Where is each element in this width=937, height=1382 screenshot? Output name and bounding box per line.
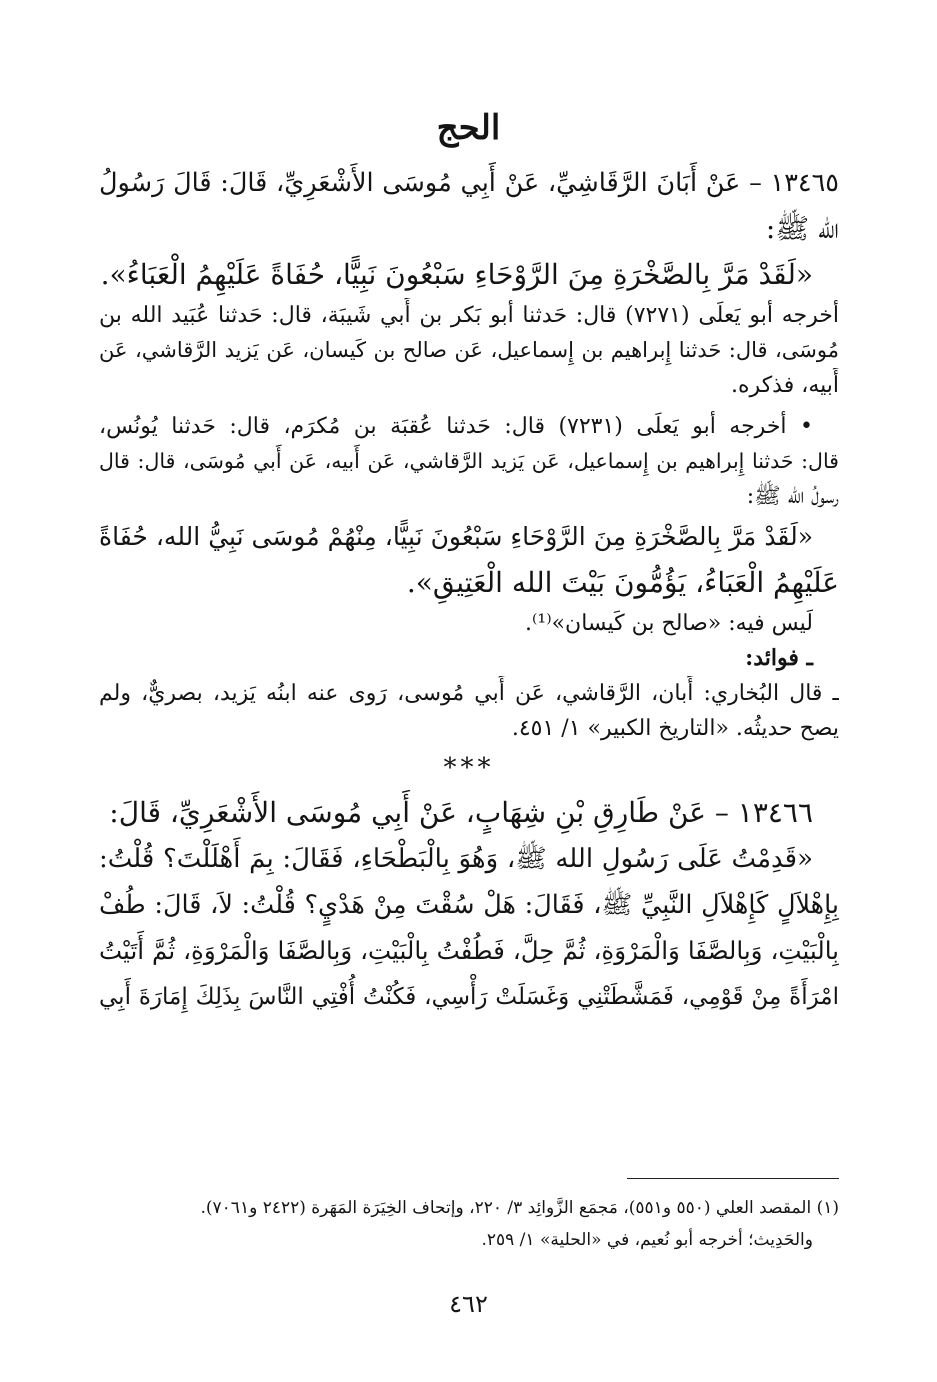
source-line: أَبيه، فذكره. — [731, 373, 839, 398]
hadith-13465-line-1: ١٣٤٦٥ – عَنْ أَبَانَ الرَّقَاشِيِّ، عَنْ أَبِي مُوسَى الأَشْعَرِيِّ، قَالَ: قَالَ رَسُولُ — [99, 168, 839, 198]
source-line: أخرجه أبو يَعلَى (٧٢٧١) قال: حَدثنا أبو بَكر بن أَبي شَيبَة، قال: حَدثنا عُبَيد الله بن — [99, 303, 839, 328]
hadith-variant-line: عَلَيْهِمُ الْعَبَاءُ، يَؤُمُّونَ بَيْتَ الله الْعَتِيقِ». — [406, 566, 839, 599]
variant-note: لَيس فيه: «صالح بن كَيسان»⁽¹⁾. — [524, 611, 813, 636]
page-number: ٤٦٢ — [449, 1290, 488, 1318]
page-body — [99, 160, 839, 1020]
benefit-line: ـ قال البُخاري: أَبان، الرَّقاشي، عَن أَبي مُوسى، رَوى عنه ابنُه يَزيد، بصريٌّ، ولم — [99, 681, 839, 706]
footnote-line: (١) المقصد العلي (٥٥٠ و٥٥١)، مَجمَع الزَّوائِد ٣/ ٢٢٠، وإتحاف الخِيَرَة المَهَرة (٢٤٢٢ و٧٠٦١). — [200, 1198, 839, 1218]
section-separator: *** — [443, 753, 495, 783]
footnote-line: والحَدِيث؛ أخرجه أبو نُعيم، في «الحلية» ١/ ٢٥٩. — [481, 1230, 813, 1250]
benefit-line: يصح حديثُه. «التاريخ الكبير» ١/ ٤٥١. — [511, 716, 839, 741]
source-line: قال: حَدثنا إِبراهيم بن إِسماعيل، عَن يَزيد الرَّقاشي، عَن أَبيه، عَن أَبي مُوسَى، قال: قال — [99, 449, 839, 473]
hadith-13465-line-2: الله ﷺ: — [765, 212, 839, 245]
footnotes — [99, 1192, 839, 1256]
hadith-13466-text-line: بِإِهْلاَلٍ كَإِهْلاَلِ النَّبِيِّ ﷺ، فَقَالَ: هَلْ سُقْتَ مِنْ هَدْيٍ؟ قُلْتُ: لاَ، قَالَ: طُفْ — [99, 890, 839, 920]
hadith-variant-line: «لَقَدْ مَرَّ بِالصَّخْرَةِ مِنَ الرَّوْحَاءِ سَبْعُونَ نَبِيًّا، مِنْهُمْ مُوسَى نَبِيُّ الله، حُفَاةً — [99, 522, 813, 551]
hadith-13466-text-line: «قَدِمْتُ عَلَى رَسُولِ الله ﷺ، وَهُوَ بِالْبَطْحَاءِ، فَقَالَ: بِمَ أَهْلَلْتَ؟ قُلْتُ: — [99, 844, 813, 874]
hadith-13466-line-1: ١٣٤٦٦ – عَنْ طَارِقِ بْنِ شِهَابٍ، عَنْ أَبِي مُوسَى الأَشْعَرِيِّ، قَالَ: — [109, 796, 813, 829]
footnote-divider — [627, 1178, 839, 1179]
source-line: • أخرجه أبو يَعلَى (٧٢٣١) قال: حَدثنا عُقبَة بن مُكرَم، قال: حَدثنا يُونُس، — [99, 414, 813, 439]
source-line: رسولُ الله ﷺ: — [746, 484, 839, 509]
hadith-13465-text: «لَقَدْ مَرَّ بِالصَّخْرَةِ مِنَ الرَّوْحَاءِ سَبْعُونَ نَبِيًّا، حُفَاةً عَلَيْهِمُ الْعَبَاءُ». — [100, 258, 813, 291]
chapter-title: الحج — [436, 108, 501, 148]
hadith-13466-text-line: امْرَأَةً مِنْ قَوْمِي، فَمَشَّطَتْنِي وَغَسَلَتْ رَأْسِي، فَكُنْتُ أُفْتِي النَّاسَ بِذَلِكَ إِمَارَةَ أَبِي — [99, 984, 839, 1010]
hadith-13466-text-line: بِالْبَيْتِ، وَبِالصَّفَا وَالْمَرْوَةِ، ثُمَّ حِلَّ، فَطُفْتُ بِالْبَيْتِ، وَبِالصَّفَا وَالْمَرْوَةِ، ثُمَّ أَتَيْتُ — [99, 936, 839, 965]
benefits-title: ـ فوائد: — [745, 645, 813, 671]
source-line: مُوسَى، قال: حَدثنا إِبراهيم بن إِسماعيل، عَن صالح بن كَيسان، عَن يَزيد الرَّقاشي، عَن — [99, 338, 839, 362]
